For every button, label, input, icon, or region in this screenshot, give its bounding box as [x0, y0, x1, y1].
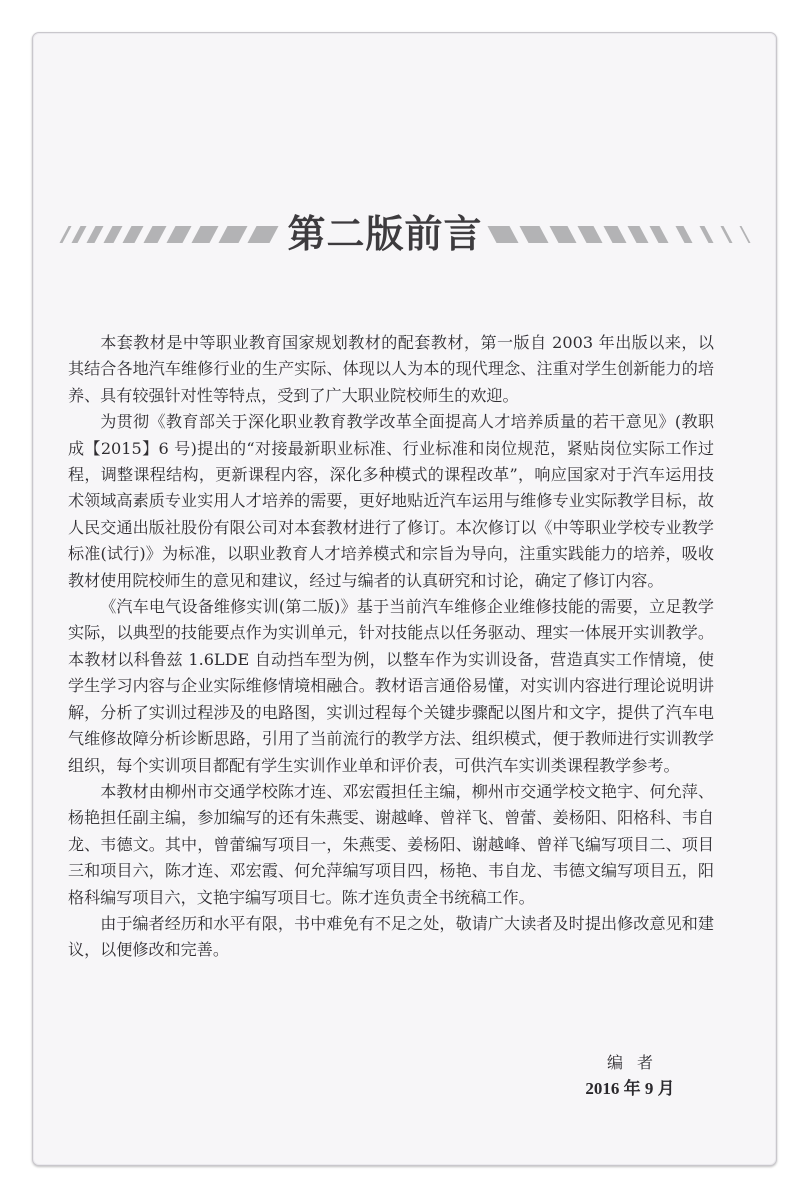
- stripe-shape: [191, 226, 218, 243]
- stripe-shape: [103, 226, 122, 243]
- paragraph-1: 本套教材是中等职业教育国家规划教材的配套教材，第一版自 2003 年出版以来，以其结合各地汽车维修行业的生产实际、体现以人为本的现代理念、注重对学生创新能力的培养、具有较强针对性等特点，受到了广大职业院校师生的欢迎。: [68, 333, 714, 405]
- paragraph-3: 《汽车电气设备维修实训(第二版)》基于当前汽车维修企业维修技能的需要，立足教学实际，以典型的技能要点作为实训单元，针对技能点以任务驱动、理实一体展开实训教学。本教材以科鲁兹 1.6LDE 自动挡车型为例，以整车作为实训设备，营造真实工作情境，使学生学习内容与企业实际维修情境相融合。教材语言通俗易懂，对实训内容进行理论说明讲解，分析了实训过程涉及的电路图，实训过程每个关键步骤配以图片和文字，提供了汽车电气维修故障分析诊断思路，引用了当前流行的教学方法、组织模式，便于教师进行实训教学组织，每个实训项目都配有学生实训作业单和评价表，可供汽车实训类课程教学参考。: [68, 597, 714, 775]
- stripe-shape: [519, 226, 548, 243]
- heading-band: [32, 208, 778, 260]
- signature-author: 编者: [606, 1053, 667, 1072]
- stripe-shape: [143, 226, 166, 243]
- stripe-shape: [739, 226, 750, 243]
- stripe-shape: [247, 226, 278, 243]
- signature-date: 2016 年 9 月: [585, 1079, 675, 1098]
- stripe-shape: [627, 226, 648, 243]
- stripe-shape: [86, 226, 103, 243]
- signature-block: [560, 1050, 700, 1102]
- stripe-shape: [699, 226, 713, 243]
- page-title: 第二版前言: [287, 212, 483, 256]
- stripe-shape: [122, 226, 143, 243]
- stripe-shape: [71, 226, 86, 243]
- paragraph-4: 本教材由柳州市交通学校陈才连、邓宏霞担任主编，柳州市交通学校文艳宇、何允萍、杨艳担任副主编，参加编写的还有朱燕雯、谢越峰、曾祥飞、曾蕾、姜杨阳、阳格科、韦自龙、韦德文。其中，曾蕾编写项目一，朱燕雯、姜杨阳、谢越峰、曾祥飞编写项目二、项目三和项目六，陈才连、邓宏霞、何允萍编写项目四，杨艳、韦自龙、韦德文编写项目五，阳格科编写项目六，文艳宇编写项目七。陈才连负责全书统稿工作。: [68, 781, 714, 907]
- paragraph-5: 由于编者经历和水平有限，书中难免有不足之处，敬请广大读者及时提出修改意见和建议，以便修改和完善。: [68, 913, 714, 960]
- left-stripe-decoration: [34, 226, 274, 243]
- stripe-shape: [549, 226, 576, 243]
- stripe-shape: [59, 226, 71, 243]
- stripe-shape: [649, 226, 668, 243]
- right-stripe-decoration: [492, 226, 778, 243]
- stripe-shape: [166, 226, 191, 243]
- paragraph-2: 为贯彻《教育部关于深化职业教育教学改革全面提高人才培养质量的若干意见》(教职成【2015】6 号)提出的“对接最新职业标准、行业标准和岗位规范，紧贴岗位实际工作过程，调整课程结构，更新课程内容，深化多种模式的课程改革”，响应国家对于汽车运用技术领域高素质专业实用人才培养的需要，更好地贴近汽车运用与维修专业实际教学目标，故人民交通出版社股份有限公司对本套教材进行了修订。本次修订以《中等职业学校专业教学标准(试行)》为标准，以职业教育人才培养模式和宗旨为导向，注重实践能力的培养，吸收教材使用院校师生的意见和建议，经过与编者的认真研究和讨论，确定了修订内容。: [68, 412, 714, 590]
- stripe-shape: [603, 226, 626, 243]
- stripe-shape: [487, 226, 518, 243]
- stripe-shape: [720, 226, 732, 243]
- stripe-shape: [577, 226, 602, 243]
- preface-body: [68, 330, 714, 964]
- stripe-shape: [218, 226, 247, 243]
- stripe-shape: [675, 226, 692, 243]
